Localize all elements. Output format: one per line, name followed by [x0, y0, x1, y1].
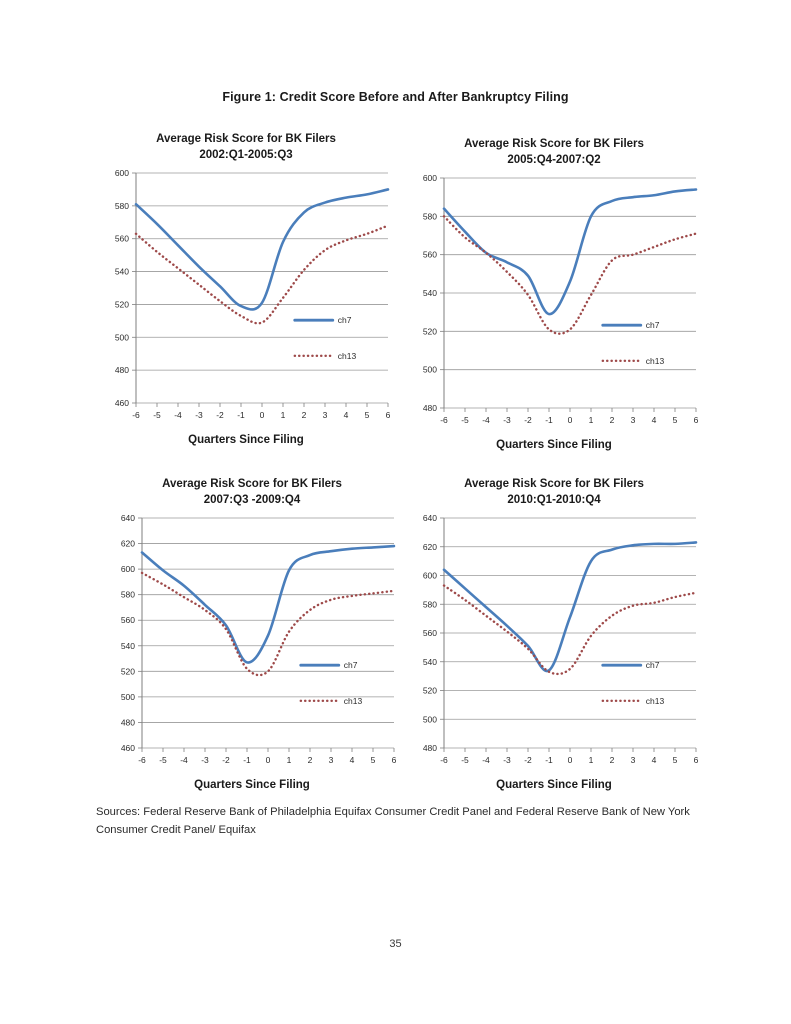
legend-label-ch13: ch13: [645, 355, 665, 366]
x-axis-tick-label: 5: [364, 410, 370, 420]
x-axis-tick-label: -4: [482, 755, 490, 765]
x-axis-tick-label: 3: [328, 755, 334, 765]
x-axis-tick-label: -2: [524, 755, 532, 765]
page-number: 35: [389, 938, 402, 950]
y-axis-tick-label: 480: [422, 403, 437, 413]
x-axis-tick-label: -2: [524, 415, 532, 425]
y-axis-tick-label: 580: [422, 211, 437, 222]
x-axis-tick-label: 6: [693, 755, 699, 765]
x-axis-tick-label: 2: [301, 410, 307, 420]
x-axis-title-3: Quarters Since Filing: [194, 779, 310, 791]
x-axis-tick-label: 4: [651, 415, 657, 425]
chart-subtitle-line2: 2007:Q3 -2009:Q4: [203, 493, 301, 506]
x-axis-tick-label: -1: [545, 755, 553, 765]
y-axis-tick-label: 520: [120, 666, 135, 677]
x-axis-tick-label: -4: [482, 415, 490, 425]
x-axis-tick-label: -3: [195, 410, 203, 420]
x-axis-tick-label: 2: [609, 755, 615, 765]
y-axis-tick-label: 580: [422, 599, 437, 610]
x-axis-tick-label: 6: [385, 410, 391, 420]
x-axis-tick-label: 5: [672, 755, 678, 765]
x-axis-tick-label: 0: [265, 755, 271, 765]
y-axis-tick-label: 560: [422, 628, 437, 638]
y-axis-tick-label: 500: [120, 691, 135, 702]
chart-title-2: [404, 137, 704, 168]
x-axis-tick-label: -2: [222, 755, 230, 765]
chart-plot-2: [404, 170, 704, 438]
figure-title: Figure 1: Credit Score Before and After Bankruptcy Filing: [222, 90, 569, 104]
x-axis-tick-label: -6: [440, 415, 448, 425]
x-axis-tick-label: 2: [307, 755, 313, 765]
chart-panel-3: [102, 477, 402, 809]
legend-label-ch13: ch13: [645, 695, 665, 706]
chart-subtitle-line2: 2002:Q1-2005:Q3: [199, 148, 293, 161]
y-axis-tick-label: 460: [114, 398, 129, 408]
y-axis-tick-label: 520: [422, 685, 437, 696]
x-axis-tick-label: 5: [672, 415, 678, 425]
chart-plot-3: [102, 510, 402, 778]
x-axis-tick-label: -2: [216, 410, 224, 420]
chart-title-line1: Average Risk Score for BK Filers: [464, 478, 644, 490]
chart-title-line1: Average Risk Score for BK Filers: [156, 133, 336, 145]
x-axis-tick-label: 6: [693, 415, 699, 425]
x-axis-tick-label: -6: [132, 410, 140, 420]
y-axis-tick-label: 540: [120, 640, 135, 651]
x-axis-tick-label: 5: [370, 755, 376, 765]
chart-title-4: [404, 477, 704, 508]
chart-canvas: [96, 165, 396, 433]
chart-canvas: [404, 170, 704, 438]
y-axis-tick-label: 500: [422, 714, 437, 725]
x-axis-tick-label: 6: [391, 755, 397, 765]
chart-title-line1: Average Risk Score for BK Filers: [162, 478, 342, 490]
y-axis-tick-label: 540: [422, 656, 437, 667]
x-axis-tick-label: -5: [159, 755, 167, 765]
x-axis-tick-label: 4: [343, 410, 349, 420]
y-axis-tick-label: 600: [114, 168, 129, 178]
x-axis-tick-label: 1: [588, 755, 594, 765]
x-axis-tick-label: 0: [259, 410, 265, 420]
legend-label-ch13: ch13: [343, 695, 363, 706]
x-axis-tick-label: -5: [153, 410, 161, 420]
x-axis-tick-label: 3: [630, 755, 636, 765]
y-axis-tick-label: 600: [120, 564, 135, 575]
x-axis-tick-label: 3: [322, 410, 328, 420]
y-axis-tick-label: 540: [422, 288, 437, 298]
x-axis-tick-label: -3: [503, 415, 511, 425]
x-axis-tick-label: -1: [243, 755, 251, 765]
x-axis-tick-label: 1: [588, 415, 594, 425]
x-axis-tick-label: -1: [237, 410, 245, 420]
y-axis-tick-label: 560: [114, 233, 129, 244]
chart-subtitle-line2: 2010:Q1-2010:Q4: [507, 493, 601, 506]
y-axis-tick-label: 600: [422, 173, 437, 183]
x-axis-tick-label: 3: [630, 415, 636, 425]
x-axis-title-1: Quarters Since Filing: [188, 434, 304, 446]
y-axis-tick-label: 560: [120, 615, 135, 626]
x-axis-tick-label: -4: [180, 755, 188, 765]
y-axis-tick-label: 620: [422, 541, 437, 552]
chart-plot-1: [96, 165, 396, 433]
chart-canvas: [404, 510, 704, 778]
x-axis-tick-label: -5: [461, 415, 469, 425]
x-axis-tick-label: -5: [461, 755, 469, 765]
legend-label-ch7: ch7: [343, 660, 358, 671]
series-line-ch7: [444, 190, 696, 315]
legend-label-ch13: ch13: [337, 350, 357, 361]
legend-label-ch7: ch7: [337, 315, 352, 326]
source-note: Sources: Federal Reserve Bank of Philadelphia Equifax Consumer Credit Panel and Federal Reserve Bank of New York Consumer Credit Panel/ Equifax: [96, 806, 690, 836]
y-axis-tick-label: 560: [422, 249, 437, 260]
x-axis-tick-label: 0: [567, 755, 573, 765]
legend-label-ch7: ch7: [645, 320, 660, 331]
x-axis-tick-label: 0: [567, 415, 573, 425]
x-axis-tick-label: -6: [138, 755, 146, 765]
y-axis-tick-label: 500: [114, 332, 129, 343]
series-line-ch7: [444, 542, 696, 671]
y-axis-tick-label: 480: [120, 717, 135, 728]
chart-title-line1: Average Risk Score for BK Filers: [464, 138, 644, 150]
x-axis-tick-label: -1: [545, 415, 553, 425]
y-axis-tick-label: 540: [114, 266, 129, 277]
chart-title-3: [102, 477, 402, 508]
chart-panel-4: [404, 477, 704, 809]
chart-title-1: [96, 132, 396, 163]
x-axis-title-2: Quarters Since Filing: [496, 439, 612, 451]
x-axis-title-4: Quarters Since Filing: [496, 779, 612, 791]
chart-plot-4: [404, 510, 704, 778]
y-axis-tick-label: 580: [120, 589, 135, 600]
y-axis-tick-label: 480: [422, 743, 437, 753]
y-axis-tick-label: 640: [120, 513, 135, 523]
x-axis-tick-label: -4: [174, 410, 182, 420]
x-axis-tick-label: -6: [440, 755, 448, 765]
x-axis-tick-label: 4: [349, 755, 355, 765]
chart-subtitle-line2: 2005:Q4-2007:Q2: [507, 153, 601, 166]
series-line-ch13: [444, 216, 696, 333]
y-axis-tick-label: 500: [422, 364, 437, 375]
x-axis-tick-label: 4: [651, 755, 657, 765]
legend-label-ch7: ch7: [645, 660, 660, 671]
x-axis-tick-label: 2: [609, 415, 615, 425]
y-axis-tick-label: 520: [114, 299, 129, 310]
charts-grid: [96, 132, 706, 800]
y-axis-tick-label: 480: [114, 365, 129, 376]
x-axis-tick-label: 1: [280, 410, 286, 420]
chart-panel-2: [404, 137, 704, 469]
series-line-ch7: [142, 546, 394, 662]
chart-panel-1: [96, 132, 396, 464]
x-axis-tick-label: 1: [286, 755, 292, 765]
y-axis-tick-label: 640: [422, 513, 437, 523]
series-line-ch7: [136, 189, 388, 309]
y-axis-tick-label: 520: [422, 326, 437, 337]
x-axis-tick-label: -3: [503, 755, 511, 765]
chart-canvas: [102, 510, 402, 778]
y-axis-tick-label: 460: [120, 743, 135, 753]
x-axis-tick-label: -3: [201, 755, 209, 765]
y-axis-tick-label: 620: [120, 538, 135, 549]
y-axis-tick-label: 580: [114, 200, 129, 211]
y-axis-tick-label: 600: [422, 570, 437, 581]
